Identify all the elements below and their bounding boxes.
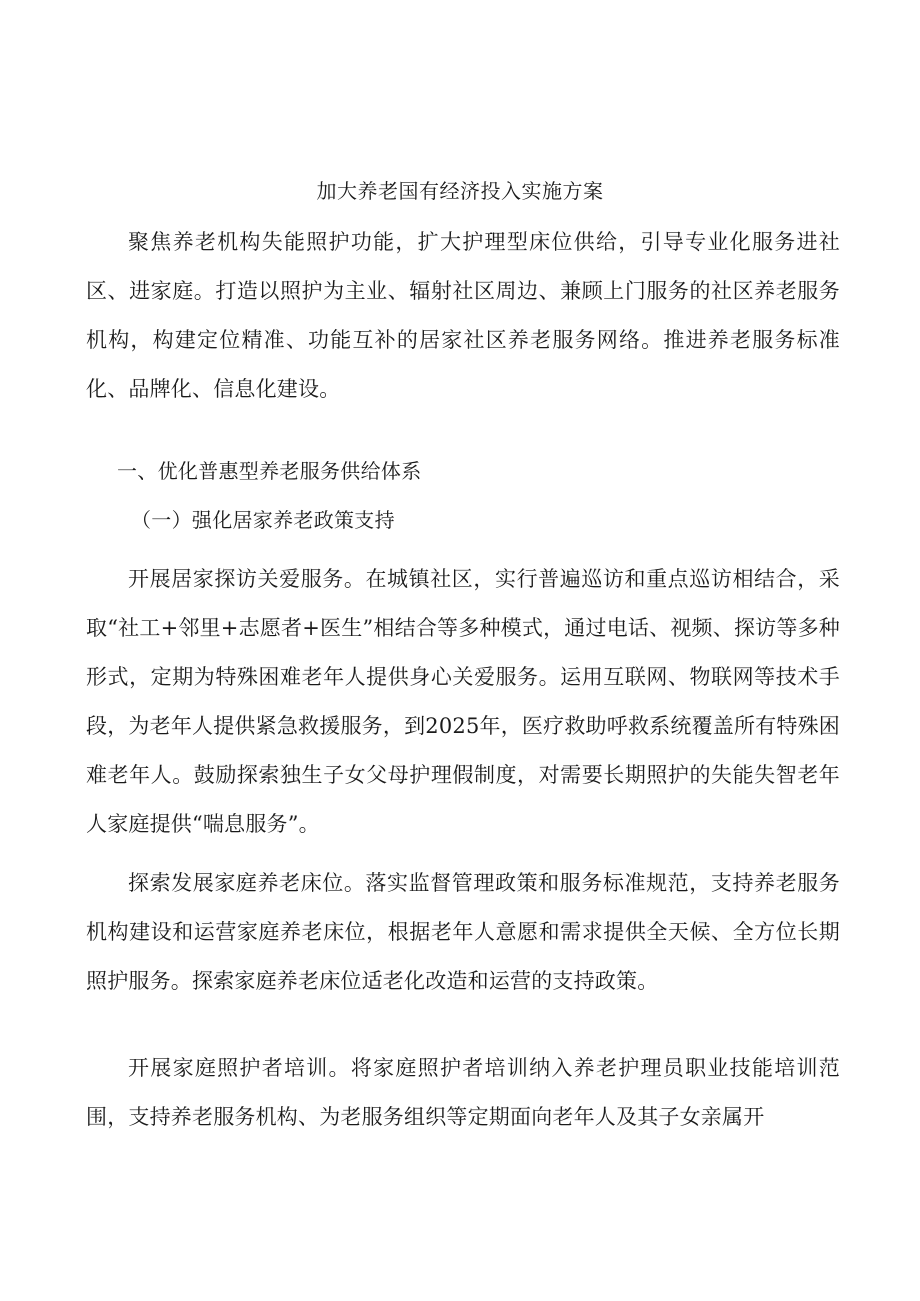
paragraph-family-bed: 探索发展家庭养老床位。落实监督管理政策和服务标准规范，支持养老服务机构建设和运营家庭养老床位，根据老年人意愿和需求提供全天候、全方位长期照护服务。探索家庭养老床位适老化改造和运营的支持政策。	[86, 871, 840, 993]
subsection-heading: （一）强化居家养老政策支持	[131, 508, 395, 532]
intro-paragraph: 聚焦养老机构失能照护功能，扩大护理型床位供给，引导专业化服务进社区、进家庭。打造以照护为主业、辐射社区周边、兼顾上门服务的社区养老服务机构，构建定位精准、功能互补的居家社区养老服务网络。推进养老服务标准化、品牌化、信息化建设。	[86, 230, 840, 401]
document-title: 加大养老国有经济投入实施方案	[316, 179, 604, 203]
paragraph-home-visit: 开展居家探访关爱服务。在城镇社区，实行普遍巡访和重点巡访相结合，采取“社工+邻里+志愿者+医生”相结合等多种模式，通过电话、视频、探访等多种形式，定期为特殊困难老年人提供身心关爱服务。运用互联网、物联网等技术手段，为老年人提供紧急救援服务，到2025年，医疗救助呼救系统覆盖所有特殊困难老年人。鼓励探索独生子女父母护理假制度，对需要长期照护的失能失智老年人家庭提供“喘息服务”。	[86, 567, 840, 836]
section-heading: 一、优化普惠型养老服务供给体系	[117, 459, 422, 483]
paragraph-caregiver-training: 开展家庭照护者培训。将家庭照护者培训纳入养老护理员职业技能培训范围，支持养老服务机构、为老服务组织等定期面向老年人及其子女亲属开	[86, 1056, 840, 1129]
